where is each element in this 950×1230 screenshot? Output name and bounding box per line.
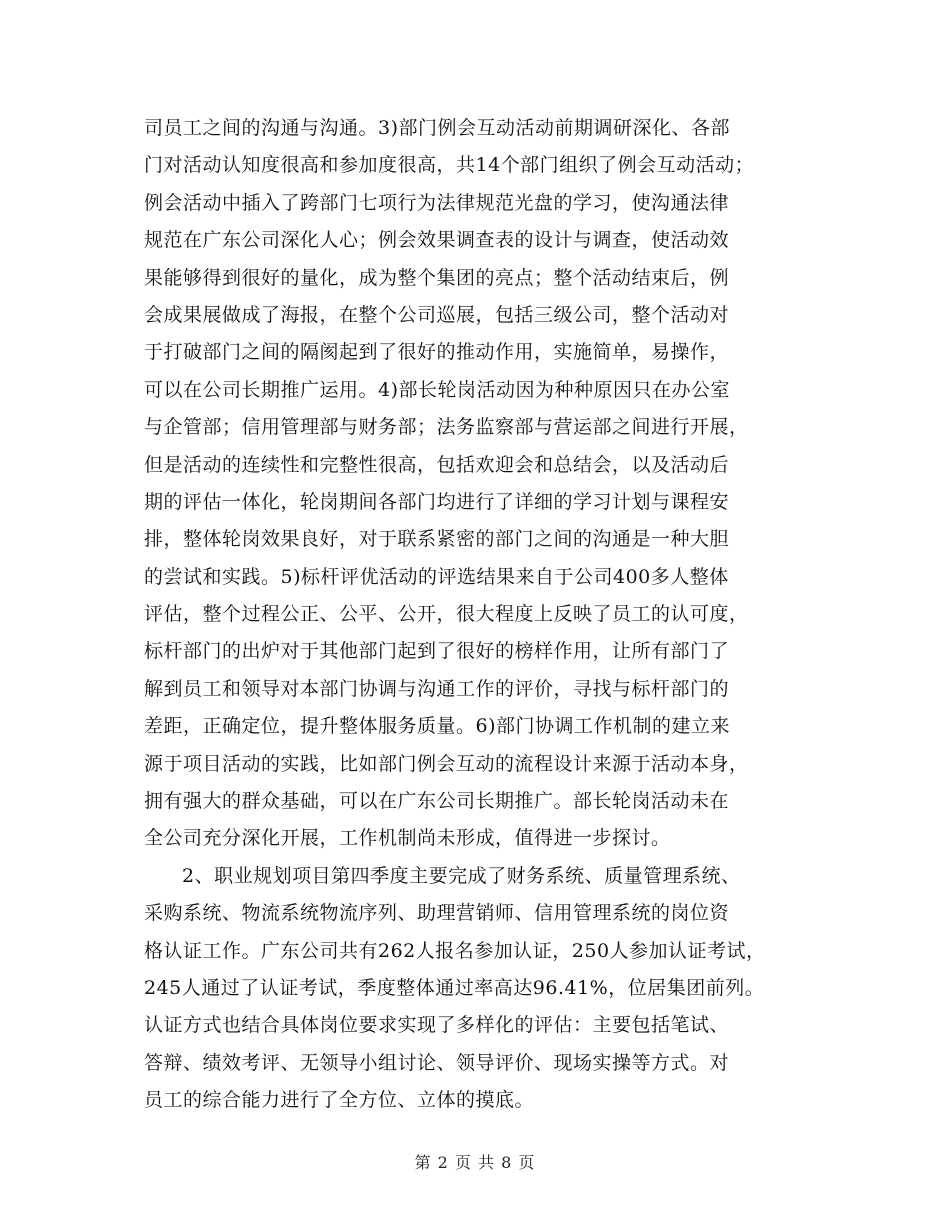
text-line: 采购系统、物流系统物流序列、助理营销师、信用管理系统的岗位资: [144, 902, 730, 925]
text-line: 会成果展做成了海报，在整个公司巡展，包括三级公司，整个活动对: [144, 303, 730, 326]
text-line: 可以在公司长期推广运用。4)部长轮岗活动因为种种原因只在办公室: [144, 378, 731, 401]
paragraph-start-line: 2、职业规划项目第四季度主要完成了财务系统、质量管理系统、: [182, 864, 741, 887]
text-line: 期的评估一体化，轮岗期间各部门均进行了详细的学习计划与课程安: [144, 490, 730, 513]
text-line: 拥有强大的群众基础，可以在广东公司长期推广。部长轮岗活动未在: [144, 790, 730, 813]
page-number-footer: 第 2 页 共 8 页: [414, 1153, 536, 1172]
text-line: 果能够得到很好的量化，成为整个集团的亮点；整个活动结束后，例: [144, 266, 730, 289]
text-line: 的尝试和实践。5)标杆评优活动的评选结果来自于公司400多人整体: [144, 565, 729, 588]
text-line: 司员工之间的沟通与沟通。3)部门例会互动活动前期调研深化、各部: [144, 117, 731, 139]
text-line: 但是活动的连续性和完整性很高，包括欢迎会和总结会，以及活动后: [144, 453, 730, 476]
text-line: 源于项目活动的实践，比如部门例会互动的流程设计来源于活动本身，: [144, 752, 749, 775]
text-line: 与企管部；信用管理部与财务部；法务监察部与营运部之间进行开展，: [144, 416, 749, 439]
text-line: 全公司充分深化开展，工作机制尚未形成，值得进一步探讨。: [144, 827, 671, 850]
text-line: 评估，整个过程公正、公平、公开，很大程度上反映了员工的认可度，: [144, 603, 749, 626]
text-line: 245人通过了认证考试，季度整体通过率高达96.41%，位居集团前列。: [144, 976, 765, 999]
text-line: 标杆部门的出炉对于其他部门起到了很好的榜样作用，让所有部门了: [144, 640, 730, 663]
text-line: 员工的综合能力进行了全方位、立体的摸底。: [144, 1089, 535, 1112]
text-line: 差距，正确定位，提升整体服务质量。6)部门协调工作机制的建立来: [144, 715, 731, 738]
text-line: 排，整体轮岗效果良好，对于联系紧密的部门之间的沟通是一种大胆: [144, 528, 730, 551]
text-line: 认证方式也结合具体岗位要求实现了多样化的评估：主要包括笔试、: [144, 1014, 730, 1037]
text-line: 例会活动中插入了跨部门七项行为法律规范光盘的学习，使沟通法律: [144, 191, 730, 214]
text-line: 解到员工和领导对本部门协调与沟通工作的评价，寻找与标杆部门的: [144, 677, 730, 700]
body-text: [144, 110, 824, 1120]
text-line: 答辩、绩效考评、无领导小组讨论、领导评价、现场实操等方式。对: [144, 1051, 730, 1074]
text-line: 门对活动认知度很高和参加度很高，共14个部门组织了例会互动活动；: [144, 154, 755, 177]
text-line: 规范在广东公司深化人心；例会效果调查表的设计与调查，使活动效: [144, 229, 730, 252]
text-line: 于打破部门之间的隔阂起到了很好的推动作用，实施简单，易操作，: [144, 341, 730, 364]
text-line: 格认证工作。广东公司共有262人报名参加认证，250人参加认证考试，: [144, 939, 766, 962]
